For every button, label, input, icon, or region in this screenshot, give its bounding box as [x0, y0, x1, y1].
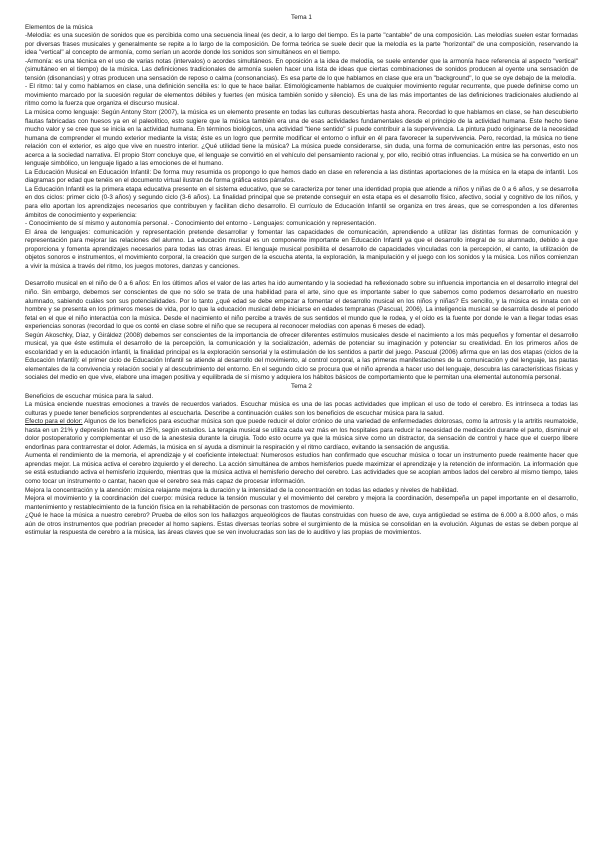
paragraph-educacion-musical: La Educación Musical en Educación Infantil: De forma muy resumida os propongo lo que hemos dado en clase en referencia a las distintas aportaciones de la música en la etapa de infantil. Los diagramas por edad que tenéis en el documento virtual ilustran de forma gráfica estos párrafos.	[25, 168, 578, 185]
paragraph-lenguaje: La música como lenguaje: Según Antony Storr (2007), la música es un elemento presente en todas las culturas descubiertas hasta ahora. Recordad lo que hablamos en clase, se han descubierto flautas fabricadas con huesos ya en el paleolítico, esto sugiere que la música también era una de esas actividades fundamentales desde el principio de la actividad humana. Este hecho tiene mucho valor y se cree que se inicia en la actividad humana. En términos biológicos, una actividad "tiene sentido" si puede contribuir a la supervivencia. La pintura pudo originarse de la necesidad humana de comprender el mundo exterior mediante la vista; éste es un logro que permite modificar el entorno o influir en él para favorecer la supervivencia. Pero, recordad, la música no tiene relación con el exterior, es algo que vive en nuestro interior. ¿Qué utilidad tiene la música? La música puede considerarse, sin duda, una forma de comunicación entre las personas, esto nos acerca a la sociedad narrativa. El propio Storr concluye que, el lenguaje se convirtió en el vehículo del pensamiento racional y, por ello, recibió otras influencias. La música se ha convertido en un lenguaje simbólico, un lenguaje ligado a las emociones de el humano.	[25, 109, 578, 168]
paragraph-concentracion: Mejora la concentración y la atención: música relajante mejora la duración y la intensidad de la concentración en todas las edades y niveles de habilidad.	[25, 486, 459, 494]
paragraph-efecto-dolor-text: Algunos de los beneficios para escuchar música son que puede reducir el dolor crónico de una variedad de enfermedades dolorosas, como la artrosis y la artritis reumatoide, hasta en un 21% y depresión hasta en un 25%, según estudios. La terapia musical se utiliza cada vez más en los hospitales para reducir la necesidad de medicación durante el parto, disminuir el dolor postoperatorio y complementar el uso de la anestesia durante la cirugía. Todo esto ocurre ya que la música sirve como un distractor, da sensación de control y hace que el cuerpo libere endorfinas para contrarrestar el dolor. Además, la música en sí ayuda a disminuir la respiración y el ritmo cardíaco, evitando la sensación de angustia.	[25, 418, 578, 451]
paragraph-armonia: -Armonía: es una técnica en el uso de varias notas (intervalos) o acordes simultáneos. En oposición a la idea de melodía, se suele entender que la armonía hace referencia al aspecto "vertical" (simultáneo en el tiempo) de la música. Las definiciones tradicionales de armonía suelen hacer una lista de ideas que ciertas combinaciones de sonidos producen al oyente una sensación de tensión (disonancias) y otras producen una sensación de reposo o calma (consonancias). Es esa parte de lo que hablamos en clase que era un "background", lo que se oye debajo de la melodía.	[25, 57, 578, 82]
paragraph-educacion-infantil: La Educación Infantil es la primera etapa educativa presente en el sistema educativo, que se caracteriza por tener una identidad propia que atiende a niños y niñas de 0 a 6 años, y se desarrolla en dos ciclos: primer ciclo (0-3 años) y segundo ciclo (3-6 años). La finalidad principal que se pretende conseguir en esta etapa es el desarrollo físico, afectivo, social y cognitivo de los niños, y para ello aportan los aprendizajes necesarios que contribuyen y facilitan dicho desarrollo. El currículo de Educación Infantil se organiza en tres áreas, que se corresponden a los diferentes ámbitos de conocimiento y experiencia:	[25, 185, 578, 219]
paragraph-ritmo: - El ritmo: tal y como hablamos en clase, una definición sencilla es: lo que te hace bailar. Etimológicamente hablamos de cualquier movimiento regular recurrente, que puede definirse como un movimiento marcado por la sucesión regular de elementos débiles y fuertes (en música también sonido y silencio). Es una de las más importantes de las definiciones tradicionales aludiendo al ritmo como la fuerza que organiza el discurso musical.	[25, 83, 578, 108]
paragraph-areas-list: - Conocimiento de sí mismo y autonomía personal. - Conocimiento del entorno - Lenguajes: comunicación y representación.	[25, 220, 377, 228]
paragraph-desarrollo-musical: Desarrollo musical en el niño de 0 a 6 años: En los últimos años el valor de las artes ha ido aumentando y la sociedad ha reflexionado sobre su influencia importancia en el desarrollo integral del niño. Sin embargo, debemos ser conscientes de que no sólo se trata de una habilidad para el arte, sino que es importante saber lo que sabemos como podemos desarrollarlo en nuestro alumnado, sabiendo cuáles son sus potencialidades. Por lo tanto ¿qué edad se debe empezar a fomentar el desarrollo musical en los niños y niñas? Es sencillo, y la música es innata con el hombre y se presenta en los primeros meses de vida, por lo que la educación musical debe iniciarse en edades tempranas (Pascual, 2006). La inteligencia musical se desarrolla desde el periodo fetal en el que el niño interactúa con la música. Desde el nacimiento el niño percibe a través de sus sentidos el mundo que le rodea, y el oído es la fuente por donde le van a llegar todas esas experiencias sonoras (recordad lo que os conté en clase sobre el niño que se recupera al reconocer melodías con apenas 6 meses de edad).	[25, 280, 578, 331]
paragraph-segun-akoschky: Según Akoschky, Díaz, y Giráldez (2008) debemos ser conscientes de la importancia de ofrecer diferentes estímulos musicales desde el nacimiento a los más pequeños y fomentar el desarrollo musical, ya que éste estimula el desarrollo de la percepción, la comunicación y la socialización, además de potenciar su imaginación y potenciar su creatividad. En los primeros años de escolaridad y en la educación infantil, la finalidad principal es la exploración sensorial y la estimulación de los sentidos a partir del juego. Pascual (2006) afirma que en las dos etapas (ciclos de la Educación Infantil): el primer ciclo de Educación Infantil se atiende al desarrollo del movimiento, al control corporal, a las primeras manifestaciones de la comunicación y del lenguaje, las pautas elementales de la convivencia y relación social y al descubrimiento del entorno. En el segundo ciclo se procura que el niño aprenda a hacer uso del lenguaje, descubra las características físicas y sociales del medio en que vive, elabore una imagen positiva y equilibrada de sí mismo y adquiera los hábitos básicos de comportamiento que le permitan una elemental autonomía personal.	[25, 331, 578, 382]
paragraph-beneficios-title: Beneficios de escuchar música para la salud.	[25, 392, 154, 400]
paragraph-beneficios-intro: La música enciende nuestras emociones a través de recuerdos variados. Escuchar música es una de las pocas actividades que implican el uso de todo el cerebro. Es intrínseca a todas las culturas y puede tener beneficios sorprendentes al escucharla. Describe a continuación cuáles son los beneficios de escuchar música para la salud.	[25, 401, 578, 417]
paragraph-movimiento: Mejora el movimiento y la coordinación del cuerpo: música reduce la tensión muscular y el movimiento del cerebro y mejora la coordinación, desempeña un papel importante en el desarrollo, mantenimiento y restablecimiento de la función física en la rehabilitación de personas con trastornos de movimiento.	[25, 495, 578, 511]
section-title-tema-2: Tema 2	[291, 382, 312, 390]
section-subtitle: Elementos de la música	[25, 23, 93, 31]
paragraph-gap	[25, 271, 578, 280]
paragraph-memoria: Aumenta el rendimiento de la memoria, el aprendizaje y el coeficiente intelectual: Numerosos estudios han confirmado que escuchar música o tocar un instrumento puede realmente hacer que aprendas mejor. La música activa el cerebro izquierdo y el derecho. La acción simultánea de ambos hemisferios puede maximizar el aprendizaje y la retención de información. La información que se está estudiando activa el hemisferio izquierdo, mientras que la música activa el hemisferio derecho del cerebro. Las actividades que se acoplan ambos lados del cerebro al mismo tiempo, tales como tocar un instrumento o cantar, hacen que el cerebro sea más capaz de procesar información.	[25, 452, 578, 485]
underlined-heading: Efecto para el dolor:	[25, 418, 83, 426]
paragraph-melodia: -Melodía: es una sucesión de sonidos que es percibida como una secuencia lineal (es decir, a lo largo del tiempo. Es la parte "cantable" de una composición. Las melodías suelen estar formadas por diversas frases musicales y generalmente se repite a lo largo de la composición. De forma teórica se suele decir que la melodía es la parte "horizontal" de una composición, reservando la idea "vertical" al concepto de armonía, como serían un acorde donde los sonidos son simultáneos en el tiempo.	[25, 32, 578, 57]
paragraph-cerebro: ¿Qué le hace la música a nuestro cerebro? Prueba de ellos son los hallazgos arqueológicos de flautas construidas con hueso de ave, cuya antigüedad se estima de 6.000 a 8.000 años, o más aún de otros instrumentos que podrían preceder al homo sapiens. Estas diversas teorías sobre el surgimiento de la música se consolidan en la evolución. Algunas de estas se deben porque al estimular la respuesta de cerebro a la música, las áreas claves que se ven involucradas son las de lo auditivo y las propias de movimientos.	[25, 512, 578, 537]
paragraph-efecto-dolor	[25, 418, 578, 452]
section-title-tema-1: Tema 1	[291, 14, 312, 21]
paragraph-area-lenguajes: El área de lenguajes: comunicación y representación pretende desarrollar y fomentar las capacidades de comunicación, aprendiendo a utilizar las distintas formas de comunicación y representación para mejorar las relaciones del alumno. La educación musical es un componente importante en Educación Infantil ya que el desarrollo integral de su alumnado, debido a que proporciona y fomenta aprendizajes necesarios para todas las otras áreas. El lenguaje musical posibilita el desarrollo de capacidades vinculadas con la percepción, el canto, la utilización de objetos sonoros e instrumentos, el movimiento corporal, la creación que surgen de la escucha atenta, la exploración, la manipulación y el juego con los sonidos y la música. Los niños comienzan a vivir la música a través del ritmo, los juegos motores, danzas y canciones.	[25, 228, 578, 270]
